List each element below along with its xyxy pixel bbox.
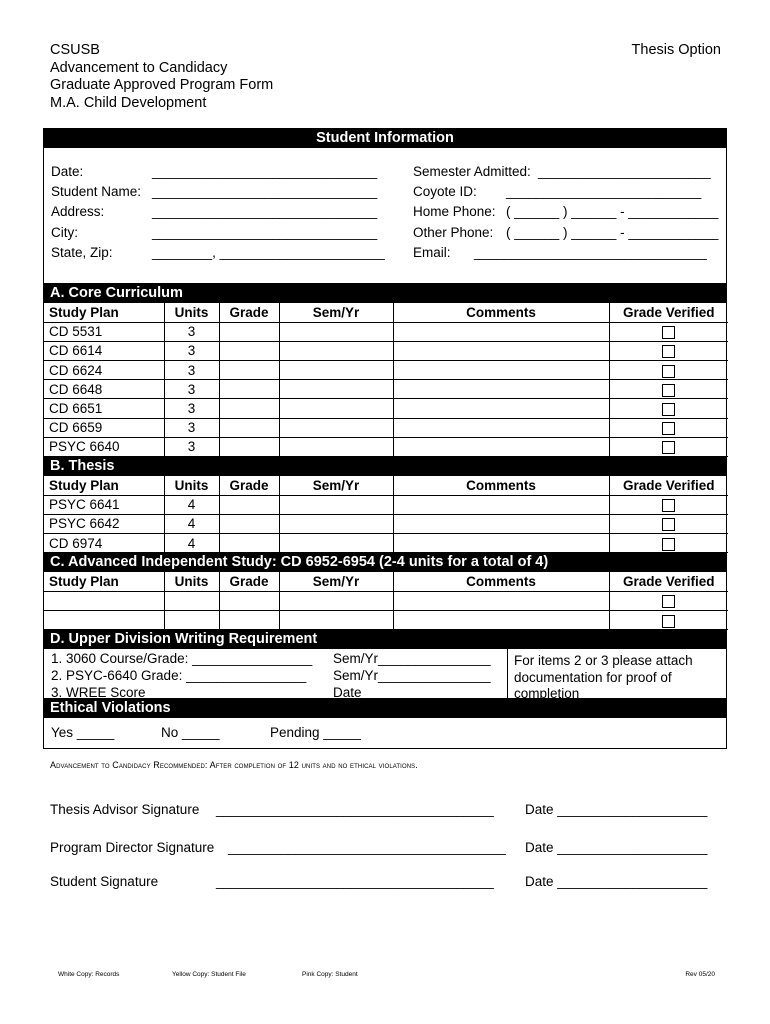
city-field[interactable]: ______________________________ <box>152 225 378 240</box>
sem-yr-cell[interactable] <box>279 534 393 553</box>
comments-cell[interactable] <box>393 380 609 399</box>
course-units: 4 <box>164 495 219 514</box>
footer-pink-copy: Pink Copy: Student <box>302 971 358 978</box>
writing-requirement-section <box>44 649 726 702</box>
other-phone-label: Other Phone: <box>413 225 494 240</box>
student-signature-label: Student Signature <box>50 874 159 889</box>
course-units: 4 <box>164 514 219 533</box>
course-code: CD 6659 <box>44 418 164 437</box>
address-label: Address: <box>51 204 105 219</box>
grade-cell[interactable] <box>219 399 279 418</box>
writing-semyr-1[interactable]: Sem/Yr_______________ <box>333 651 491 667</box>
units-header: Units <box>164 303 219 322</box>
grade-cell[interactable] <box>219 361 279 380</box>
program-director-signature-line[interactable]: _____________________________________ <box>228 840 506 855</box>
comments-header: Comments <box>393 303 609 322</box>
program-form <box>43 128 727 749</box>
course-units: 3 <box>164 380 219 399</box>
state-zip-label: State, Zip: <box>51 245 113 260</box>
header-line-3: Graduate Approved Program Form <box>50 77 274 93</box>
grade-verified-checkbox[interactable] <box>662 365 675 378</box>
table-row <box>44 418 728 437</box>
course-code: CD 6974 <box>44 534 164 553</box>
comments-cell[interactable] <box>393 361 609 380</box>
sem-yr-cell[interactable] <box>279 495 393 514</box>
grade-verified-checkbox[interactable] <box>662 615 675 628</box>
course-code-cell[interactable] <box>44 591 164 610</box>
table-row <box>44 611 728 630</box>
units-header: Units <box>164 572 219 591</box>
date-field[interactable]: ______________________________ <box>152 164 378 179</box>
course-code: CD 5531 <box>44 322 164 341</box>
grade-verified-header: Grade Verified <box>609 572 728 591</box>
city-label: City: <box>51 225 78 240</box>
table-header-row <box>44 572 728 591</box>
grade-cell[interactable] <box>219 380 279 399</box>
units-header: Units <box>164 476 219 495</box>
grade-cell[interactable] <box>219 495 279 514</box>
writing-semyr-2[interactable]: Sem/Yr_______________ <box>333 668 491 684</box>
date-label: Date: <box>51 164 84 179</box>
writing-date[interactable]: Date _______________ <box>333 685 478 701</box>
writing-item-1[interactable]: 1. 3060 Course/Grade: ________________ <box>51 651 313 667</box>
table-header-row <box>44 476 728 495</box>
sem-yr-cell[interactable] <box>279 361 393 380</box>
course-units: 4 <box>164 534 219 553</box>
comments-cell[interactable] <box>393 322 609 341</box>
table-header-row <box>44 303 728 322</box>
grade-verified-checkbox[interactable] <box>662 403 675 416</box>
semester-admitted-field[interactable]: _______________________ <box>538 164 711 179</box>
sem-yr-cell[interactable] <box>279 399 393 418</box>
comments-cell[interactable] <box>393 534 609 553</box>
comments-cell[interactable] <box>393 341 609 360</box>
grade-cell[interactable] <box>219 534 279 553</box>
student-signature-line[interactable]: _____________________________________ <box>216 874 494 889</box>
grade-verified-checkbox[interactable] <box>662 384 675 397</box>
sem-yr-cell[interactable] <box>279 418 393 437</box>
grade-header: Grade <box>219 572 279 591</box>
recommendation-note: Advancement to Candidacy Recommended: After completion of 12 units and no ethical violations. <box>50 760 418 770</box>
program-director-signature-label: Program Director Signature <box>50 840 215 855</box>
grade-verified-header: Grade Verified <box>609 303 728 322</box>
table-row <box>44 514 728 533</box>
student-name-label: Student Name: <box>51 184 142 199</box>
table-row <box>44 341 728 360</box>
student-info-section <box>44 148 726 284</box>
sem-yr-cell[interactable] <box>279 514 393 533</box>
grade-verified-checkbox[interactable] <box>662 326 675 339</box>
grade-cell[interactable] <box>219 611 279 630</box>
study-plan-header: Study Plan <box>44 572 164 591</box>
core-curriculum-title: A. Core Curriculum <box>44 284 726 303</box>
home-phone-label: Home Phone: <box>413 204 496 219</box>
writing-requirement-title: D. Upper Division Writing Requirement <box>44 630 726 649</box>
grade-verified-checkbox[interactable] <box>662 595 675 608</box>
writing-item-2[interactable]: 2. PSYC-6640 Grade: ________________ <box>51 668 307 684</box>
course-units: 3 <box>164 399 219 418</box>
thesis-title: B. Thesis <box>44 457 726 476</box>
writing-item-3: 3. WREE Score <box>51 685 146 701</box>
course-units: 3 <box>164 418 219 437</box>
footer-revision: Rev 05/20 <box>685 971 715 978</box>
table-row <box>44 495 728 514</box>
grade-verified-checkbox[interactable] <box>662 345 675 358</box>
independent-study-title: C. Advanced Independent Study: CD 6952-6954 (2-4 units for a total of 4) <box>44 553 726 572</box>
sem-yr-cell[interactable] <box>279 591 393 610</box>
grade-cell[interactable] <box>219 591 279 610</box>
comments-cell[interactable] <box>393 399 609 418</box>
option-label: Thesis Option <box>631 42 721 58</box>
footer-white-copy: White Copy: Records <box>58 971 120 978</box>
footer-yellow-copy: Yellow Copy: Student File <box>172 971 246 978</box>
study-plan-header: Study Plan <box>44 303 164 322</box>
grade-verified-header: Grade Verified <box>609 476 728 495</box>
grade-cell[interactable] <box>219 418 279 437</box>
thesis-table <box>44 476 728 553</box>
sem-yr-cell[interactable] <box>279 611 393 630</box>
header-line-2: Advancement to Candidacy <box>50 59 228 76</box>
course-units: 3 <box>164 341 219 360</box>
comments-header: Comments <box>393 476 609 495</box>
ethics-yes-field[interactable]: Yes _____ <box>51 725 115 741</box>
course-code-cell[interactable] <box>44 611 164 630</box>
ethics-pending-field[interactable]: Pending _____ <box>270 725 361 741</box>
grade-verified-checkbox[interactable] <box>662 499 675 512</box>
address-field[interactable]: ______________________________ <box>152 204 378 219</box>
comments-cell[interactable] <box>393 418 609 437</box>
course-code: PSYC 6640 <box>44 437 164 456</box>
course-units: 3 <box>164 361 219 380</box>
course-code: PSYC 6641 <box>44 495 164 514</box>
thesis-advisor-signature-label: Thesis Advisor Signature <box>50 802 200 817</box>
email-field[interactable]: _______________________________ <box>474 245 707 260</box>
writing-note: For items 2 or 3 please attach documentation for proof of completion <box>507 649 728 699</box>
study-plan-header: Study Plan <box>44 476 164 495</box>
coyote-id-field[interactable]: __________________________ <box>506 184 702 199</box>
comments-cell[interactable] <box>393 591 609 610</box>
home-phone-field[interactable]: ( ______ ) ______ - ____________ <box>506 204 719 219</box>
grade-verified-checkbox[interactable] <box>662 538 675 551</box>
email-label: Email: <box>413 245 451 260</box>
independent-study-table <box>44 572 728 630</box>
coyote-id-label: Coyote ID: <box>413 184 477 199</box>
grade-cell[interactable] <box>219 514 279 533</box>
course-code: CD 6614 <box>44 341 164 360</box>
course-code: CD 6648 <box>44 380 164 399</box>
sem-yr-header: Sem/Yr <box>279 572 393 591</box>
sem-yr-cell[interactable] <box>279 341 393 360</box>
core-curriculum-table <box>44 303 728 457</box>
course-units: 3 <box>164 437 219 456</box>
grade-header: Grade <box>219 476 279 495</box>
thesis-advisor-date[interactable]: Date ____________________ <box>525 802 708 817</box>
state-zip-field[interactable]: ________, ______________________ <box>152 245 385 260</box>
sem-yr-cell[interactable] <box>279 322 393 341</box>
form-header <box>50 42 273 112</box>
table-row <box>44 534 728 553</box>
units-cell[interactable] <box>164 611 219 630</box>
comments-cell[interactable] <box>393 514 609 533</box>
semester-admitted-label: Semester Admitted: <box>413 164 531 179</box>
student-name-field[interactable]: ______________________________ <box>152 184 378 199</box>
course-code: CD 6624 <box>44 361 164 380</box>
grade-verified-checkbox[interactable] <box>662 422 675 435</box>
table-row <box>44 322 728 341</box>
sem-yr-cell[interactable] <box>279 380 393 399</box>
comments-header: Comments <box>393 572 609 591</box>
comments-cell[interactable] <box>393 611 609 630</box>
student-date[interactable]: Date ____________________ <box>525 874 708 889</box>
ethics-no-field[interactable]: No _____ <box>161 725 220 741</box>
table-row <box>44 380 728 399</box>
comments-cell[interactable] <box>393 437 609 456</box>
course-code: PSYC 6642 <box>44 514 164 533</box>
thesis-advisor-signature-line[interactable]: _____________________________________ <box>216 802 494 817</box>
units-cell[interactable] <box>164 591 219 610</box>
comments-cell[interactable] <box>393 495 609 514</box>
grade-header: Grade <box>219 303 279 322</box>
course-units: 3 <box>164 322 219 341</box>
header-line-1: CSUSB <box>50 42 100 58</box>
table-row <box>44 437 728 456</box>
sem-yr-cell[interactable] <box>279 437 393 456</box>
course-code: CD 6651 <box>44 399 164 418</box>
program-director-date[interactable]: Date ____________________ <box>525 840 708 855</box>
student-info-title: Student Information <box>44 129 726 148</box>
other-phone-field[interactable]: ( ______ ) ______ - ____________ <box>506 225 719 240</box>
table-row <box>44 361 728 380</box>
grade-cell[interactable] <box>219 341 279 360</box>
sem-yr-header: Sem/Yr <box>279 303 393 322</box>
grade-cell[interactable] <box>219 437 279 456</box>
header-line-4: M.A. Child Development <box>50 94 207 111</box>
grade-cell[interactable] <box>219 322 279 341</box>
table-row <box>44 591 728 610</box>
sem-yr-header: Sem/Yr <box>279 476 393 495</box>
ethical-violations-section <box>44 718 726 748</box>
ethical-violations-title: Ethical Violations <box>44 699 726 718</box>
grade-verified-checkbox[interactable] <box>662 518 675 531</box>
grade-verified-checkbox[interactable] <box>662 441 675 454</box>
table-row <box>44 399 728 418</box>
